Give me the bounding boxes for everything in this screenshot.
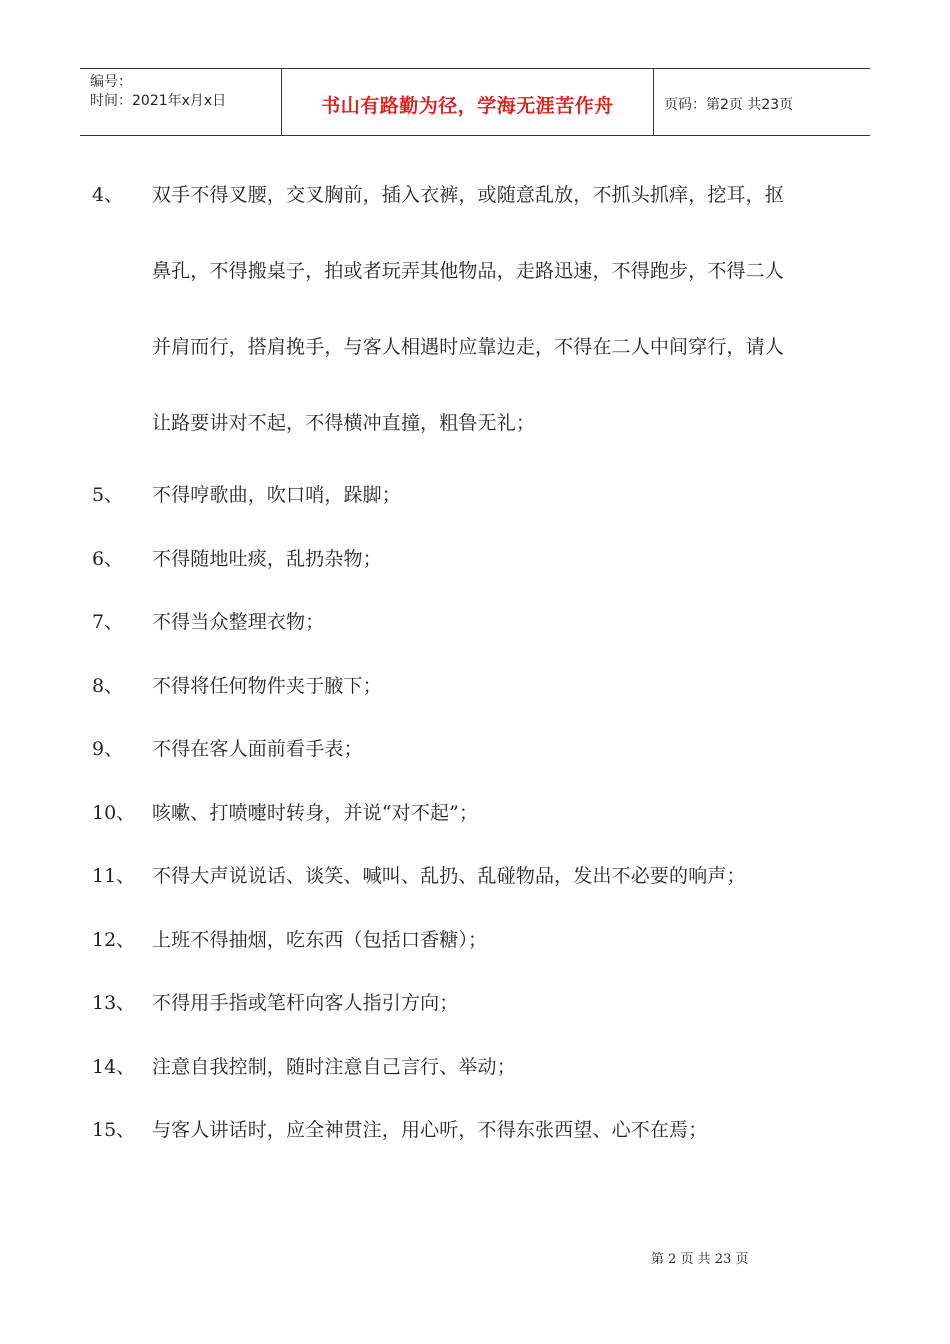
- list-item-text: 注意自我控制，随时注意自己言行、举动；: [152, 1055, 516, 1078]
- list-item-text: 双手不得叉腰，交叉胸前，插入衣裤，或随意乱放，不抓头抓痒，挖耳，抠: [152, 184, 784, 206]
- list-item-number: 11、: [92, 865, 136, 887]
- header-page-code: 页码：第2页 共23页: [664, 97, 794, 113]
- list-item-number: 9、: [92, 738, 124, 760]
- list-item-text: 不得哼歌曲，吹口哨，跺脚；: [152, 484, 401, 506]
- list-item-text: 上班不得抽烟，吃东西（包括口香糖）；: [152, 928, 488, 951]
- list-item-text: 不得用手指或笔杆向客人指引方向；: [152, 992, 459, 1014]
- list-item-number: 12、: [92, 928, 136, 951]
- list-item-text: 让路要讲对不起，不得横冲直撞，粗鲁无礼；: [152, 412, 536, 434]
- list-item-number: 13、: [92, 992, 136, 1014]
- date-label: 时间：2021年x月x日: [90, 93, 227, 109]
- list-item-number: 14、: [92, 1055, 136, 1078]
- header-motto: 书山有路勤为径，学海无涯苦作舟: [321, 95, 614, 117]
- page-header: [80, 68, 870, 136]
- list-item-text: 与客人讲话时，应全神贯注，用心听，不得东张西望、心不在焉；: [152, 1119, 708, 1141]
- serial-number-label: 编号：: [90, 74, 132, 90]
- list-item-number: 15、: [92, 1119, 136, 1141]
- list-item-number: 5、: [92, 484, 124, 506]
- list-item-number: 10、: [92, 801, 136, 824]
- header-meta: [90, 73, 226, 111]
- list-item-number: 4、: [92, 184, 124, 206]
- list-item-text: 不得随地吐痰，乱扔杂物；: [152, 547, 382, 570]
- list-item-text: 鼻孔，不得搬桌子，拍或者玩弄其他物品，走路迅速，不得跑步，不得二人: [152, 260, 784, 282]
- list-item-text: 并肩而行，搭肩挽手，与客人相遇时应靠边走，不得在二人中间穿行，请人: [152, 336, 784, 358]
- list-item-text: 不得当众整理衣物；: [152, 611, 325, 633]
- list-item-number: 8、: [92, 674, 124, 697]
- list-item-text: 不得在客人面前看手表；: [152, 738, 363, 760]
- list-item-number: 6、: [92, 547, 124, 570]
- list-item-number: 7、: [92, 611, 124, 633]
- list-item-text: 咳嗽、打喷嚏时转身，并说“对不起”；: [152, 801, 479, 824]
- page-footer: 第 2 页 共 23 页: [651, 1252, 749, 1267]
- list-item-text: 不得将任何物件夹于腋下；: [152, 674, 382, 697]
- list-item-text: 不得大声说说话、谈笑、喊叫、乱扔、乱碰物品，发出不必要的响声；: [152, 865, 746, 887]
- header-divider-right: [653, 69, 654, 136]
